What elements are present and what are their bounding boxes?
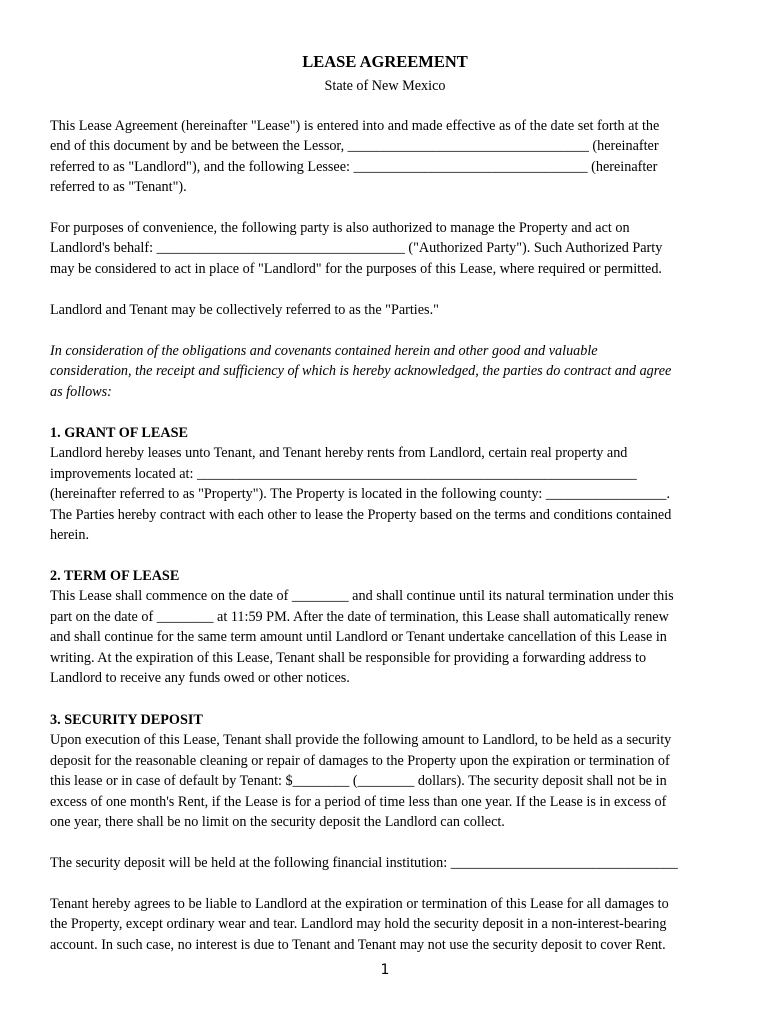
text-line: Landlord hereby leases unto Tenant, and Tenant hereby rents from Landlord, certain real property and — [50, 445, 628, 462]
section-security-deposit — [50, 710, 720, 832]
section-heading: 3. SECURITY DEPOSIT — [50, 712, 203, 728]
section-term-of-lease — [50, 566, 720, 688]
text-line: (hereinafter referred to as "Property"). The Property is located in the following county: _________________. — [50, 486, 671, 503]
text-line: herein. — [50, 527, 89, 544]
damages-paragraph — [50, 894, 720, 955]
text-line: referred to as "Landlord"), and the following Lessee: _________________________________ (hereinafter — [50, 158, 658, 175]
text-line: Tenant hereby agrees to be liable to Landlord at the expiration or termination of this Lease for all damages to — [50, 896, 669, 912]
text-line: deposit for the reasonable cleaning or repair of damages to the Property upon the expiration or termination of — [50, 752, 670, 769]
text-line: This Lease shall commence on the date of ________ and shall continue until its natural termination under this — [50, 588, 674, 605]
section-grant-of-lease — [50, 423, 720, 545]
document-title: LEASE AGREEMENT — [302, 52, 468, 71]
text-line: excess of one month's Rent, if the Lease is for a period of time less than one year. If the Lease is in excess of — [50, 793, 667, 810]
consideration-paragraph — [50, 341, 720, 402]
text-line: In consideration of the obligations and covenants contained herein and other good and valuable — [50, 343, 598, 359]
text-line: as follows: — [50, 383, 112, 400]
text-line: writing. At the expiration of this Lease, Tenant shall be responsible for providing a forwarding address to — [50, 649, 647, 666]
text-line: Upon execution of this Lease, Tenant shall provide the following amount to Landlord, to be held as a security — [50, 732, 672, 749]
text-line: This Lease Agreement (hereinafter "Lease") is entered into and made effective as of the date set forth at the — [50, 118, 660, 134]
text-line: Landlord to receive any funds owed or other notices. — [50, 670, 350, 687]
text-line: account. In such case, no interest is due to Tenant and Tenant may not use the security deposit to cover Rent. — [50, 936, 666, 953]
text-line: consideration, the receipt and sufficiency of which is hereby acknowledged, the parties do contract and agree — [50, 363, 672, 380]
text-line: and shall continue for the same term amount until Landlord or Tenant undertake cancellation of this Lease in — [50, 629, 667, 646]
section-heading: 2. TERM OF LEASE — [50, 568, 180, 584]
text-line: end of this document by and be between the Lessor, __________________________________ (hereinafter — [50, 138, 659, 155]
text-line: Landlord and Tenant may be collectively referred to as the "Parties." — [50, 302, 439, 318]
text-line: the Property, except ordinary wear and tear. Landlord may hold the security deposit in a non-interest-bearing — [50, 916, 667, 933]
intro-paragraph — [50, 116, 720, 198]
text-line: For purposes of convenience, the following party is also authorized to manage the Property and act on — [50, 220, 630, 236]
authorized-party-paragraph — [50, 218, 720, 279]
section-heading: 1. GRANT OF LEASE — [50, 425, 188, 441]
text-line: Landlord's behalf: ___________________________________ ("Authorized Party"). Such Authorized Party — [50, 240, 663, 257]
text-line: referred to as "Tenant"). — [50, 179, 187, 196]
text-line: one year, there shall be no limit on the security deposit the Landlord can collect. — [50, 814, 505, 831]
financial-institution-paragraph — [50, 853, 720, 873]
text-line: this lease or in case of default by Tenant: $________ (________ dollars). The security deposit shall not be in — [50, 773, 667, 790]
text-line: The security deposit will be held at the following financial institution: ________________________________ — [50, 855, 678, 871]
text-line: The Parties hereby contract with each other to lease the Property based on the terms and conditions contained — [50, 506, 672, 523]
text-line: may be considered to act in place of "Landlord" for the purposes of this Lease, where required or permitted. — [50, 260, 662, 277]
document-subtitle: State of New Mexico — [324, 78, 446, 94]
page-number: 1 — [380, 962, 390, 978]
parties-paragraph — [50, 300, 720, 320]
text-line: improvements located at: ______________________________________________________________ — [50, 465, 637, 482]
text-line: part on the date of ________ at 11:59 PM. After the date of termination, this Lease shall automatically renew — [50, 608, 669, 625]
